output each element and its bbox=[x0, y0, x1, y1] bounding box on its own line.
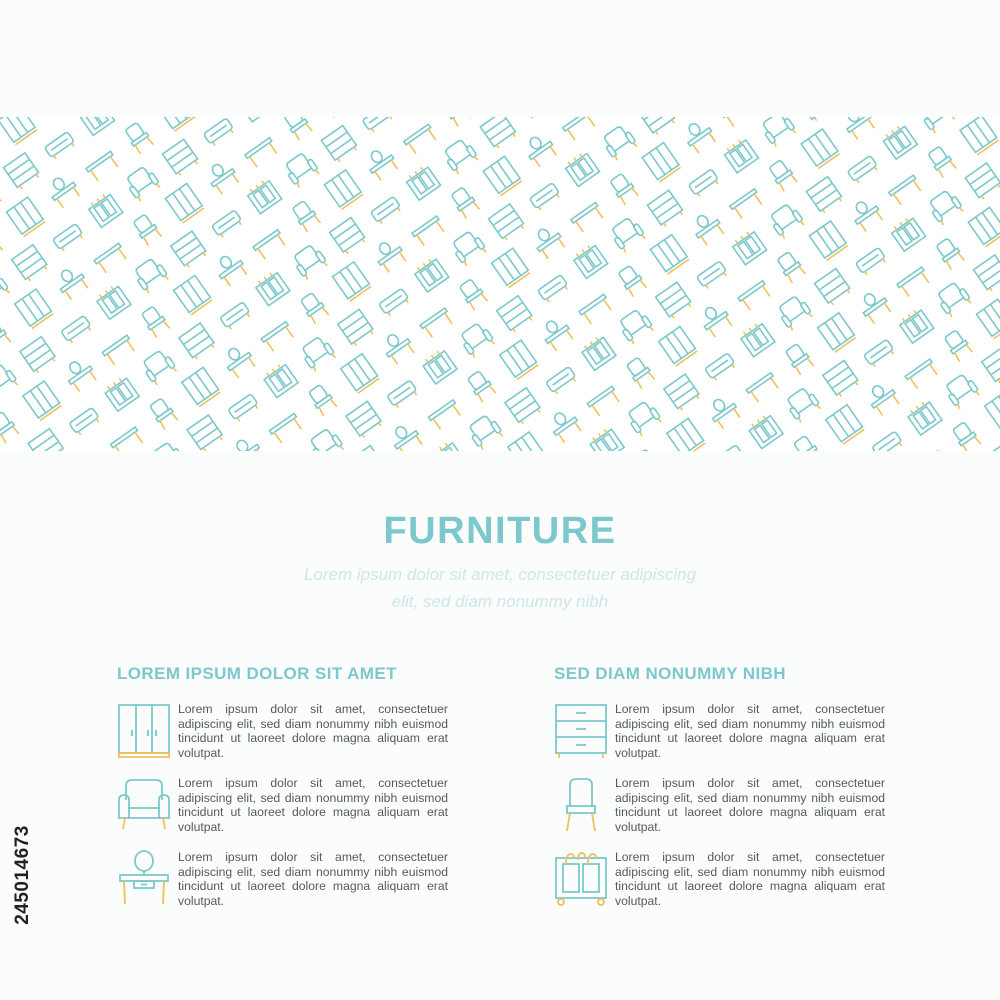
armchair-icon bbox=[0, 270, 11, 308]
chest-of-drawers-icon bbox=[4, 153, 41, 191]
clothes-rack-icon bbox=[421, 348, 457, 384]
chest-of-drawers-icon bbox=[346, 401, 383, 439]
chair-icon bbox=[0, 227, 3, 260]
chest-of-drawers-icon bbox=[639, 117, 676, 136]
armchair-icon bbox=[458, 321, 496, 359]
table-icon bbox=[253, 230, 287, 261]
chest-of-drawers-icon bbox=[664, 374, 701, 412]
chair-icon bbox=[554, 776, 608, 836]
wardrobe-icon bbox=[174, 275, 213, 314]
chair-icon bbox=[148, 397, 179, 430]
wardrobe-icon bbox=[157, 117, 196, 131]
chair-icon bbox=[140, 305, 171, 338]
clothes-rack-icon bbox=[262, 361, 298, 397]
armchair-icon bbox=[918, 117, 956, 134]
table-icon bbox=[261, 322, 295, 353]
left-column-heading: LOREM IPSUM DOLOR SIT AMET bbox=[117, 664, 397, 683]
clothes-rack-icon bbox=[404, 164, 440, 200]
clothes-rack-icon bbox=[881, 123, 917, 159]
chest-of-drawers-icon bbox=[330, 217, 367, 255]
sofa-icon bbox=[538, 275, 570, 304]
clothes-rack-icon bbox=[95, 283, 131, 319]
stock-id-label bbox=[8, 765, 38, 985]
armchair-icon bbox=[943, 372, 981, 410]
sofa-icon bbox=[864, 339, 896, 368]
armchair-icon bbox=[600, 123, 638, 161]
table-icon bbox=[428, 400, 462, 431]
chest-of-drawers-icon bbox=[990, 439, 1000, 451]
table-icon bbox=[86, 151, 120, 182]
clothes-rack-icon bbox=[898, 307, 934, 343]
dressing-table-icon bbox=[379, 328, 416, 366]
table-icon bbox=[587, 386, 621, 417]
table-icon bbox=[102, 335, 136, 366]
wardrobe-icon bbox=[333, 262, 372, 301]
chair-icon bbox=[458, 278, 489, 311]
armchair-icon bbox=[441, 137, 479, 175]
dressing-table-icon bbox=[697, 301, 734, 339]
chest-of-drawers-icon bbox=[965, 163, 1000, 201]
chair-icon bbox=[792, 434, 823, 451]
dressing-table-icon bbox=[204, 158, 241, 196]
chair-icon bbox=[934, 237, 965, 270]
wardrobe-icon bbox=[667, 418, 706, 451]
item-description: Lorem ipsum dolor sit amet, consectetuer adipiscing elit, sed diam nonummy nibh euismod tincidunt ut laoreet dolore magna aliquam erat volutpat. bbox=[178, 850, 448, 909]
furniture-pattern bbox=[0, 117, 1000, 451]
list-item bbox=[117, 776, 449, 840]
sofa-icon bbox=[228, 394, 260, 423]
item-description: Lorem ipsum dolor sit amet, consectetuer adipiscing elit, sed diam nonummy nibh euismod tincidunt ut laoreet dolore magna aliquam erat volutpat. bbox=[178, 702, 448, 761]
wardrobe-icon bbox=[500, 340, 539, 379]
chair-icon bbox=[926, 145, 957, 178]
dressing-table-icon bbox=[864, 379, 901, 417]
chair-icon bbox=[282, 117, 313, 141]
table-icon bbox=[730, 189, 764, 220]
armchair-icon bbox=[449, 229, 487, 267]
armchair-icon bbox=[625, 399, 663, 437]
wardrobe-icon bbox=[508, 432, 547, 451]
wardrobe-icon bbox=[0, 117, 37, 145]
clothes-rack-icon bbox=[580, 334, 616, 370]
armchair-icon bbox=[617, 307, 655, 345]
clothes-rack-icon bbox=[730, 229, 766, 265]
dressing-table-icon bbox=[220, 342, 257, 380]
list-item bbox=[117, 850, 449, 914]
dressing-table-icon bbox=[530, 223, 567, 261]
dressing-table-icon bbox=[522, 131, 559, 169]
armchair-icon bbox=[934, 280, 972, 318]
chair-icon bbox=[307, 383, 338, 416]
table-icon bbox=[722, 117, 756, 128]
wardrobe-icon bbox=[117, 702, 171, 762]
clothes-rack-icon bbox=[739, 321, 775, 357]
chair-icon bbox=[633, 448, 664, 451]
sofa-icon bbox=[529, 183, 561, 212]
chest-of-drawers-icon bbox=[162, 139, 199, 177]
chair-icon bbox=[441, 117, 472, 127]
item-description: Lorem ipsum dolor sit amet, consectetuer adipiscing elit, sed diam nonummy nibh euismod tincidunt ut laoreet dolore magna aliquam erat volutpat. bbox=[615, 702, 885, 761]
dressing-table-icon bbox=[212, 250, 249, 288]
dressing-table-icon bbox=[856, 287, 893, 325]
armchair-icon bbox=[148, 440, 186, 451]
sofa-icon bbox=[203, 118, 235, 147]
chest-of-drawers-icon bbox=[321, 126, 358, 164]
dressing-table-icon bbox=[680, 117, 717, 155]
dressing-table-icon bbox=[848, 195, 885, 233]
armchair-icon bbox=[767, 202, 805, 240]
wardrobe-icon bbox=[650, 235, 689, 274]
chest-of-drawers-icon bbox=[187, 415, 224, 451]
table-icon bbox=[111, 427, 145, 451]
icon-pattern-banner bbox=[0, 117, 1000, 451]
clothes-rack-icon bbox=[429, 440, 465, 451]
wardrobe-icon bbox=[642, 143, 681, 182]
table-icon bbox=[571, 202, 605, 233]
sofa-icon bbox=[521, 117, 553, 120]
table-icon bbox=[94, 243, 128, 274]
armchair-icon bbox=[759, 117, 797, 148]
sofa-icon bbox=[697, 261, 729, 290]
item-description: Lorem ipsum dolor sit amet, consectetuer adipiscing elit, sed diam nonummy nibh euismod tincidunt ut laoreet dolore magna aliquam erat volutpat. bbox=[615, 850, 885, 909]
wardrobe-icon bbox=[165, 184, 204, 223]
armchair-icon bbox=[282, 151, 320, 189]
table-icon bbox=[269, 414, 303, 445]
sofa-icon bbox=[370, 196, 402, 225]
chair-icon bbox=[466, 370, 497, 403]
chair-icon bbox=[299, 291, 330, 324]
clothes-rack-icon bbox=[588, 426, 624, 451]
list-item bbox=[554, 850, 886, 914]
dressing-table-icon bbox=[61, 355, 98, 393]
chair-icon bbox=[291, 199, 322, 232]
sofa-icon bbox=[220, 302, 252, 331]
sofa-icon bbox=[69, 407, 101, 436]
chest-of-drawers-icon bbox=[179, 323, 216, 361]
wardrobe-icon bbox=[15, 289, 54, 328]
dressing-table-icon bbox=[69, 447, 106, 451]
wardrobe-icon bbox=[341, 354, 380, 393]
table-icon bbox=[404, 124, 438, 155]
armchair-icon bbox=[299, 334, 337, 372]
dressing-table-icon bbox=[363, 144, 400, 182]
sofa-icon bbox=[387, 380, 419, 409]
chair-icon bbox=[0, 410, 20, 443]
chest-of-drawers-icon bbox=[815, 269, 852, 307]
right-column-heading: SED DIAM NONUMMY NIBH bbox=[554, 664, 786, 683]
armchair-icon bbox=[123, 164, 161, 202]
wardrobe-icon bbox=[483, 156, 522, 195]
left-column bbox=[117, 664, 448, 909]
dressing-table-icon bbox=[228, 434, 265, 451]
armchair-icon bbox=[608, 215, 646, 253]
chest-of-drawers-icon bbox=[20, 337, 57, 375]
chair-icon bbox=[943, 329, 974, 362]
armchair-icon bbox=[117, 776, 171, 836]
sofa-icon bbox=[713, 445, 745, 451]
chest-of-drawers-icon bbox=[489, 204, 526, 242]
list-item bbox=[554, 702, 886, 766]
armchair-icon bbox=[0, 178, 3, 216]
sofa-icon bbox=[61, 315, 93, 344]
wardrobe-icon bbox=[659, 326, 698, 365]
item-description: Lorem ipsum dolor sit amet, consectetuer adipiscing elit, sed diam nonummy nibh euismod tincidunt ut laoreet dolore magna aliquam erat volutpat. bbox=[615, 776, 885, 835]
chair-icon bbox=[617, 264, 648, 297]
chest-of-drawers-icon bbox=[554, 702, 608, 762]
list-item bbox=[117, 702, 449, 766]
sofa-icon bbox=[546, 366, 578, 395]
dressing-table-icon bbox=[371, 236, 408, 274]
armchair-icon bbox=[132, 256, 170, 294]
armchair-icon bbox=[466, 413, 504, 451]
wardrobe-icon bbox=[809, 221, 848, 260]
armchair-icon bbox=[307, 426, 345, 451]
armchair-icon bbox=[776, 294, 814, 332]
chest-of-drawers-icon bbox=[823, 360, 860, 398]
chair-icon bbox=[449, 186, 480, 219]
clothes-rack-icon bbox=[572, 242, 608, 278]
wardrobe-icon bbox=[491, 248, 530, 287]
chair-icon bbox=[784, 342, 815, 375]
dressing-table-icon bbox=[546, 406, 583, 444]
table-icon bbox=[738, 281, 772, 312]
chest-of-drawers-icon bbox=[338, 309, 375, 347]
sofa-icon bbox=[855, 247, 887, 276]
table-icon bbox=[579, 294, 613, 325]
chair-icon bbox=[132, 213, 163, 246]
chest-of-drawers-icon bbox=[974, 255, 1000, 293]
armchair-icon bbox=[926, 188, 964, 226]
sofa-icon bbox=[872, 431, 904, 451]
clothes-rack-icon bbox=[563, 150, 599, 186]
chest-of-drawers-icon bbox=[505, 388, 542, 426]
sofa-icon bbox=[705, 353, 737, 382]
clothes-rack-icon bbox=[237, 117, 273, 122]
clothes-rack-icon bbox=[413, 256, 449, 292]
table-icon bbox=[420, 308, 454, 339]
dressing-table-icon bbox=[839, 117, 876, 141]
page-title: FURNITURE bbox=[383, 510, 617, 552]
chair-icon bbox=[608, 172, 639, 205]
sofa-icon bbox=[53, 224, 85, 253]
chest-of-drawers-icon bbox=[497, 296, 534, 334]
wardrobe-icon bbox=[182, 367, 221, 406]
table-icon bbox=[746, 373, 780, 404]
chair-icon bbox=[0, 319, 12, 352]
sofa-icon bbox=[362, 117, 394, 134]
table-icon bbox=[897, 267, 931, 298]
chair-icon bbox=[776, 250, 807, 283]
armchair-icon bbox=[0, 362, 19, 400]
table-icon bbox=[412, 216, 446, 247]
chest-of-drawers-icon bbox=[806, 177, 843, 215]
wardrobe-icon bbox=[985, 391, 1000, 430]
table-icon bbox=[889, 175, 923, 206]
clothes-rack-icon bbox=[78, 117, 114, 135]
clothes-rack-icon bbox=[87, 191, 123, 227]
chair-icon bbox=[123, 121, 154, 154]
chest-of-drawers-icon bbox=[28, 429, 65, 451]
chest-of-drawers-icon bbox=[480, 117, 517, 150]
chest-of-drawers-icon bbox=[798, 117, 835, 123]
wardrobe-icon bbox=[801, 129, 840, 168]
wardrobe-icon bbox=[826, 405, 865, 444]
clothes-rack-icon bbox=[254, 269, 290, 305]
dressing-table-icon bbox=[37, 117, 74, 118]
chair-icon bbox=[951, 421, 982, 451]
clothes-rack-icon bbox=[747, 412, 783, 448]
dressing-table-icon bbox=[117, 850, 171, 910]
clothes-rack-icon bbox=[103, 375, 139, 411]
clothes-rack-icon bbox=[245, 178, 281, 214]
wardrobe-icon bbox=[968, 207, 1000, 246]
clothes-rack-icon bbox=[722, 137, 758, 173]
clothes-rack-icon bbox=[906, 399, 942, 435]
wardrobe-icon bbox=[818, 313, 857, 352]
chair-icon bbox=[625, 356, 656, 389]
chest-of-drawers-icon bbox=[982, 347, 1000, 385]
dressing-table-icon bbox=[705, 393, 742, 431]
sofa-icon bbox=[847, 155, 879, 184]
sofa-icon bbox=[688, 169, 720, 198]
wardrobe-icon bbox=[23, 381, 62, 420]
clothes-rack-icon bbox=[554, 850, 608, 910]
wardrobe-icon bbox=[976, 299, 1000, 338]
sofa-icon bbox=[379, 288, 411, 317]
wardrobe-icon bbox=[349, 446, 388, 451]
table-icon bbox=[563, 117, 597, 142]
chest-of-drawers-icon bbox=[647, 190, 684, 228]
subtitle: Lorem ipsum dolor sit amet, consectetuer adipiscing elit, sed diam nonummy nibh bbox=[303, 565, 697, 611]
sofa-icon bbox=[212, 210, 244, 239]
dressing-table-icon bbox=[53, 263, 90, 301]
chest-of-drawers-icon bbox=[171, 231, 208, 269]
chest-of-drawers-icon bbox=[656, 282, 693, 320]
item-description: Lorem ipsum dolor sit amet, consectetuer adipiscing elit, sed diam nonummy nibh euismod tincidunt ut laoreet dolore magna aliquam erat volutpat. bbox=[178, 776, 448, 835]
dressing-table-icon bbox=[387, 420, 424, 451]
armchair-icon bbox=[784, 385, 822, 423]
table-icon bbox=[245, 138, 279, 169]
dressing-table-icon bbox=[689, 209, 726, 247]
stock-id-text: 245014673 bbox=[12, 825, 33, 925]
chair-icon bbox=[767, 159, 798, 192]
right-column bbox=[554, 664, 885, 909]
table-icon bbox=[905, 359, 939, 390]
dressing-table-icon bbox=[538, 315, 575, 353]
wardrobe-icon bbox=[6, 197, 45, 236]
wardrobe-icon bbox=[324, 170, 363, 209]
clothes-rack-icon bbox=[889, 215, 925, 251]
armchair-icon bbox=[291, 242, 329, 280]
wardrobe-icon bbox=[960, 117, 999, 155]
dressing-table-icon bbox=[45, 172, 82, 210]
armchair-icon bbox=[140, 348, 178, 386]
chest-of-drawers-icon bbox=[12, 245, 49, 283]
sofa-icon bbox=[44, 132, 76, 161]
list-item bbox=[554, 776, 886, 840]
